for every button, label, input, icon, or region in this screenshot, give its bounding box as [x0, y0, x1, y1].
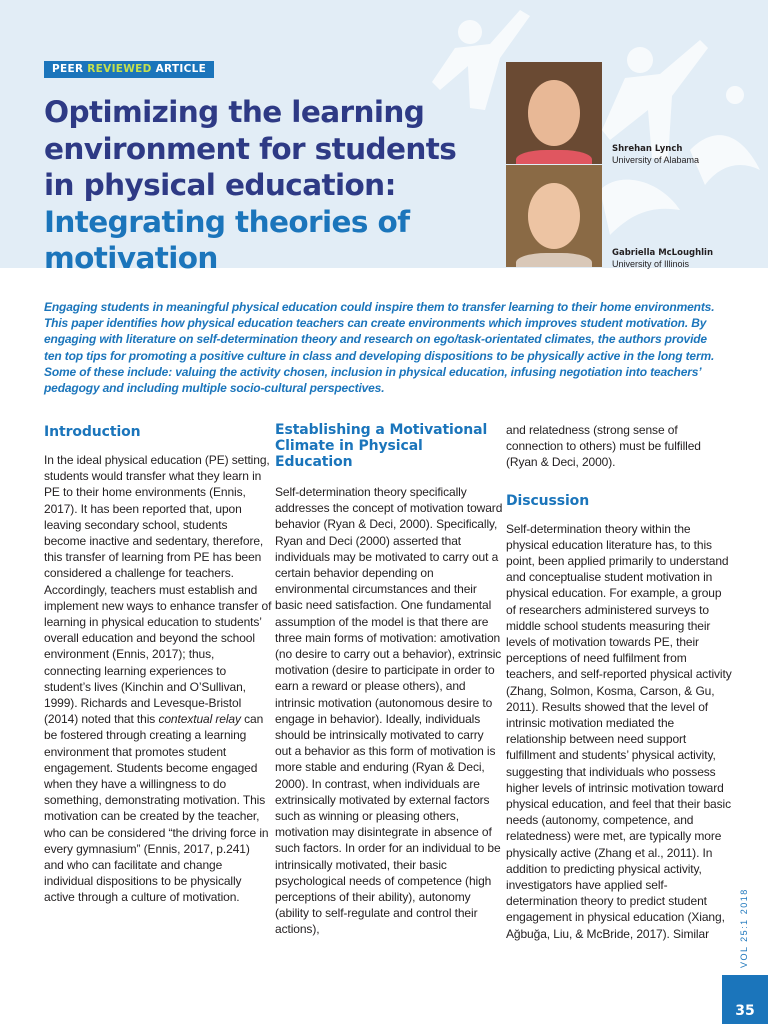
title-main: Optimizing the learning environment for students in physical education: [44, 95, 457, 202]
author-1 [612, 144, 699, 166]
article-type-badge: PEER REVIEWED ARTICLE [44, 61, 214, 78]
column-3 [506, 422, 734, 942]
column-1 [44, 422, 272, 906]
author-2 [612, 248, 713, 270]
author-photo-lynch [506, 62, 602, 164]
author-photo-mcloughlin [506, 165, 602, 267]
author-affiliation: University of Illinois [612, 259, 690, 269]
motivational-climate-paragraph: Self-determination theory specifically addresses the concept of motivation toward behavior (Ryan & Deci, 2000). Specifically, Ryan and Deci (2000) asserted that individuals may be motivated to carry out a certain behavior depending on environmental circumstances and their basic need satisfaction. One fundamental assumption of the model is that there are three main forms of motivation: amotivation (no desire to carry out a behavior), extrinsic motivation (desire to participate in order to earn a reward or please others), and intrinsic motivation (autonomous desire to engage in behavior). Ideally, individuals should be intrinsically motivated to carry out a behavior as this form of motivation is more stable and enduring (Ryan & Deci, 2000). In contrast, when individuals are extrinsically motivated by external factors such as winning or pleasing others, motivation may disintegrate in absence of such factors. In order for an individual to be intrinsically motivated, their basic psychological needs of competence (high perceptions of their ability), autonomy (ability to self-regulate and control their actions), [275, 485, 503, 937]
section-heading-introduction: Introduction [44, 424, 141, 440]
author-name: Shrehan Lynch [612, 144, 683, 154]
abstract: Engaging students in meaningful physical education could inspire them to transfer learning to their home environments. This paper identifies how physical education teachers can create environments which improves student motivation. By engaging with literature on self-determination theory and research on ego/task-orientated climates, the authors provide ten top tips for promoting a positive culture in class and developing dispositions to be physically active in the long term. Some of these include: valuing the activity chosen, inclusion in physical education, infusing negotiation into teachers’ pedagogy and including multiple socio-cultural perspectives. [44, 300, 715, 396]
discussion-paragraph: Self-determination theory within the physical education literature has, to this point, been applied primarily to understand and conceptualise student motivation in physical education. For example, a group of researchers administered surveys to middle school students measuring their levels of motivation towards PE, their perceptions of need fulfilment from teachers, and self-reported physical activity (Zhang, Solmon, Kosma, Carson, & Gu, 2011). Results showed that the level of intrinsic motivation mediated the relationship between need support fulfillment and students’ physical activity, suggesting that individuals who possess higher levels of intrinsic motivation toward physical education, and feel that their basic needs (autonomy, competence, and relatedness) were met, are typically more physically active (Zhang et al., 2011). In addition to predicting physical activity, investigators have applied self-determination theory to predict student engagement in physical education (Xiang, Ağbuğa, Liu, & McBride, 2017). Similar [506, 521, 732, 941]
article-title [44, 94, 494, 277]
author-affiliation: University of Alabama [612, 155, 700, 165]
section-heading-motivational-climate: Establishing a Motivational Climate in Physical Education [275, 422, 488, 470]
title-subtitle: Integrating theories of motivation [44, 204, 410, 275]
volume-label: VOL 25:1 2018 [739, 888, 749, 968]
author-name: Gabriella McLoughlin [612, 248, 714, 258]
introduction-paragraph: In the ideal physical education (PE) setting, students would transfer what they learn in PE to their home environments (Ennis, 2017). It has been reported that, upon leaving secondary school, students become inactive and sedentary, therefore, this transfer of learning from PE has been considered a challenge for teachers. Accordingly, teachers must establish and implement new ways to enhance transfer of learning in physical education to students’ overall education and beyond the school environment (Ennis, 2017); thus, connecting learning experiences to student’s lives (Kinchin and O’Sullivan, 1999). Richards and Levesque-Bristol (2014) noted that this contextual relay can be fostered through creating a learning environment that promotes student engagement. Students become engaged when they have a willingness to do something, demonstrating motivation. This motivation can be created by the teacher, who can be considered “the driving force in every gymnasium” (Ennis, 2017, p.241) and who can facilitate and change individual dispositions to be physically active through a culture of motivation. [44, 453, 272, 905]
page-number-box [722, 975, 768, 1024]
page-number: 35 [735, 1003, 755, 1019]
motivational-climate-continuation: and relatedness (strong sense of connection to others) must be fulfilled (Ryan & Deci, 2000). [506, 423, 701, 470]
column-2 [275, 422, 503, 938]
section-heading-discussion: Discussion [506, 492, 590, 509]
